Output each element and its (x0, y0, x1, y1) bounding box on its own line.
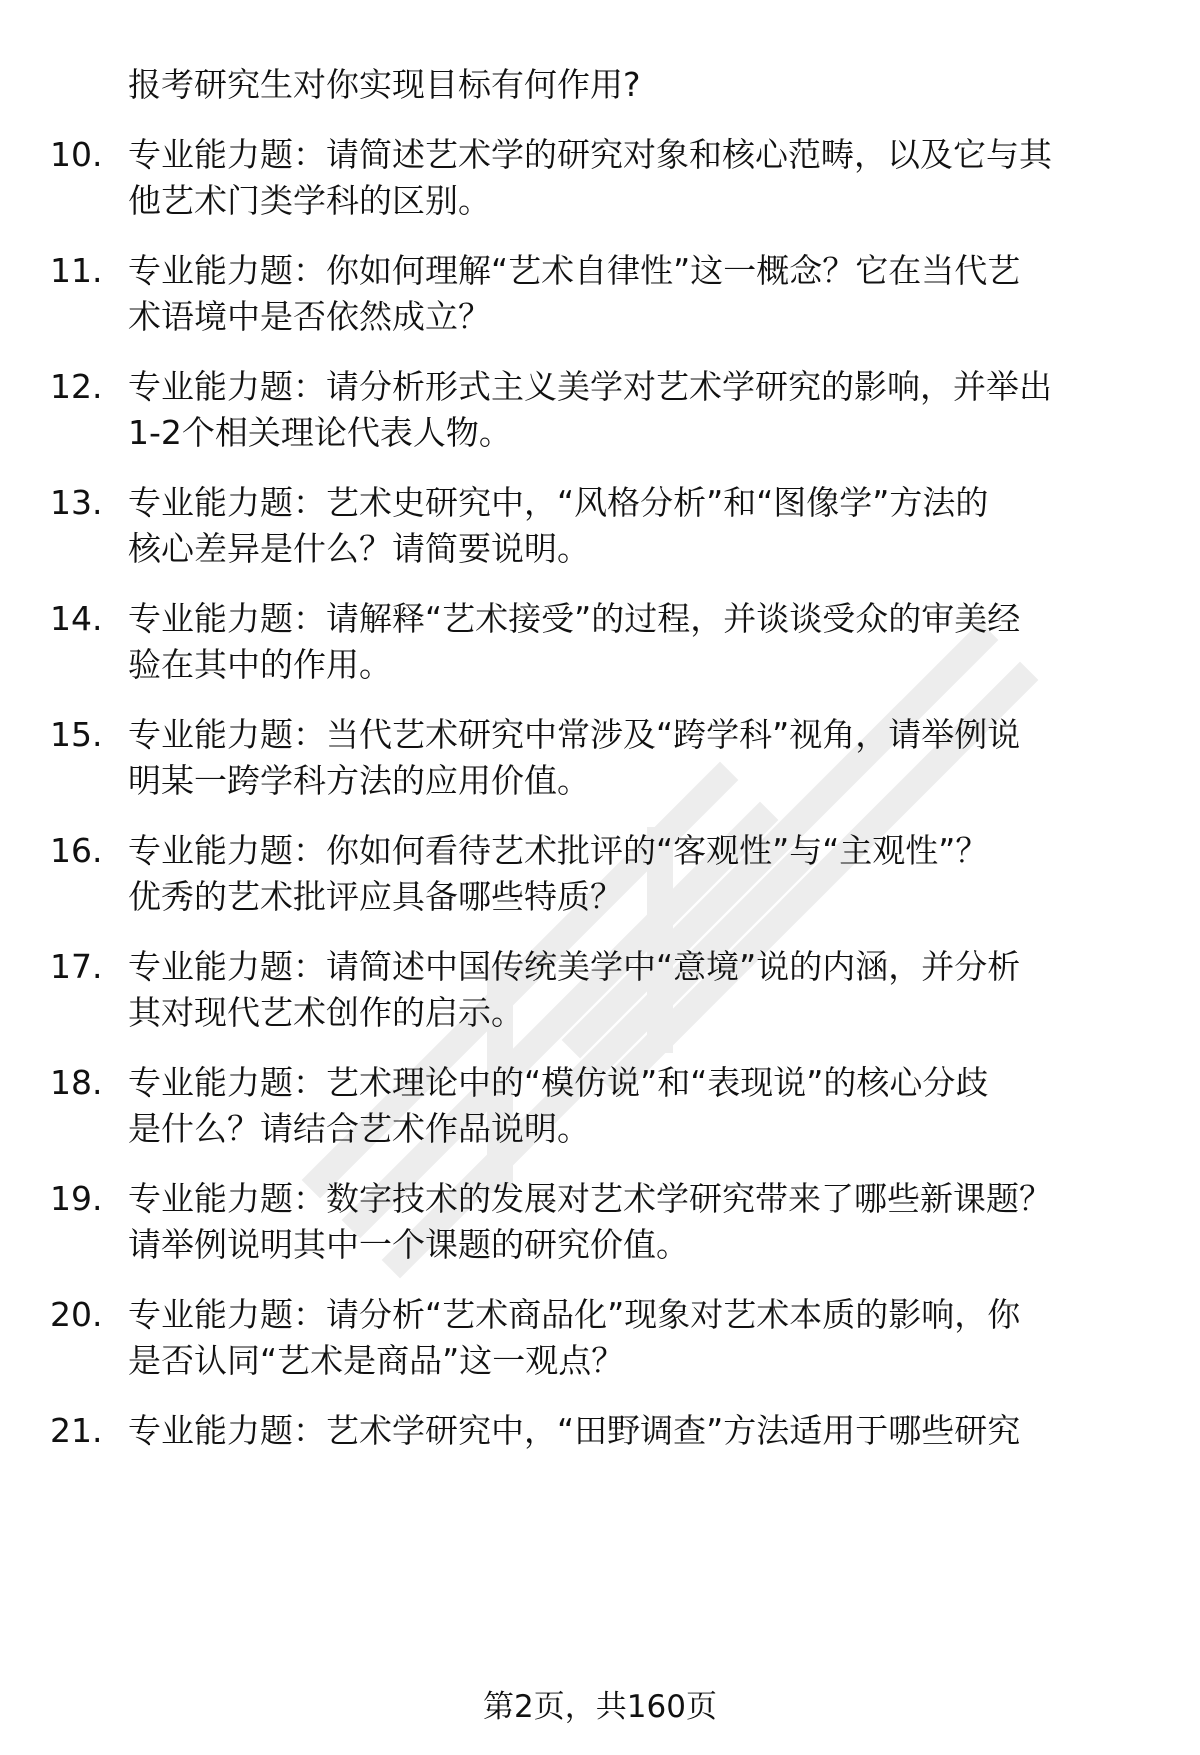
question-line-2: 明某一跨学科方法的应用价值。 (128, 761, 590, 800)
question-text (128, 944, 1138, 1036)
question-line-2: 是什么？请结合艺术作品说明。 (128, 1109, 590, 1148)
question-line-2: 是否认同“艺术是商品”这一观点？ (128, 1341, 625, 1380)
question-line-1: 专业能力题：数字技术的发展对艺术学研究带来了哪些新课题？ (128, 1179, 1052, 1218)
question-line-1: 专业能力题：艺术学研究中，“田野调查”方法适用于哪些研究 (128, 1411, 1021, 1450)
question-text (128, 1292, 1138, 1384)
question-line-1: 专业能力题：请分析“艺术商品化”现象对艺术本质的影响，你 (128, 1295, 1021, 1334)
question-line-2: 其对现代艺术创作的启示。 (128, 993, 524, 1032)
question-text (128, 248, 1138, 340)
question-number: 16. (50, 831, 103, 870)
question-number: 14. (50, 599, 103, 638)
question-line-2: 验在其中的作用。 (128, 645, 392, 684)
question-number: 20. (50, 1295, 103, 1334)
question-line-1: 专业能力题：你如何看待艺术批评的“客观性”与“主观性”？ (128, 831, 989, 870)
question-line-1: 专业能力题：当代艺术研究中常涉及“跨学科”视角，请举例说 (128, 715, 1021, 754)
question-item (50, 1060, 1150, 1160)
question-number: 19. (50, 1179, 103, 1218)
question-line-1: 专业能力题：请简述艺术学的研究对象和核心范畴，以及它与其 (128, 135, 1052, 174)
question-number: 17. (50, 947, 103, 986)
question-line-2: 请举例说明其中一个课题的研究价值。 (128, 1225, 689, 1264)
question-number: 13. (50, 483, 103, 522)
question-text (128, 1176, 1138, 1268)
question-line-1: 专业能力题：艺术史研究中，“风格分析”和“图像学”方法的 (128, 483, 989, 522)
question-item (50, 712, 1150, 812)
question-line-2: 核心差异是什么？请简要说明。 (128, 529, 590, 568)
question-text (128, 1408, 1138, 1454)
question-item (50, 1176, 1150, 1276)
question-text (128, 712, 1138, 804)
question-item (50, 1292, 1150, 1392)
question-item (50, 480, 1150, 580)
question-line-1: 专业能力题：请解释“艺术接受”的过程，并谈谈受众的审美经 (128, 599, 1021, 638)
question-line-1: 专业能力题：请简述中国传统美学中“意境”说的内涵，并分析 (128, 947, 1021, 986)
question-text (128, 132, 1138, 224)
question-item (50, 944, 1150, 1044)
question-line-2: 术语境中是否依然成立？ (128, 297, 491, 336)
question-line-2: 优秀的艺术批评应具备哪些特质？ (128, 877, 623, 916)
question-line-1: 专业能力题：请分析形式主义美学对艺术学研究的影响，并举出 (128, 367, 1052, 406)
page-footer: 第2页，共160页 (483, 1689, 717, 1725)
question-line-2: 1-2个相关理论代表人物。 (128, 413, 512, 452)
question-item (50, 248, 1150, 348)
question-text (128, 828, 1138, 920)
question-number: 11. (50, 251, 103, 290)
question-text (128, 364, 1138, 456)
question-text (128, 1060, 1138, 1152)
question-line-1: 专业能力题：你如何理解“艺术自律性”这一概念？它在当代艺 (128, 251, 1021, 290)
question-text (128, 480, 1138, 572)
question-line-2: 他艺术门类学科的区别。 (128, 181, 491, 220)
question-item (50, 1408, 1150, 1508)
question-item (50, 828, 1150, 928)
question-line-1: 专业能力题：艺术理论中的“模仿说”和“表现说”的核心分歧 (128, 1063, 989, 1102)
question-number: 21. (50, 1411, 103, 1450)
question-number: 15. (50, 715, 103, 754)
question-item (50, 132, 1150, 232)
question-item (50, 596, 1150, 696)
question-number: 12. (50, 367, 103, 406)
question-number: 18. (50, 1063, 103, 1102)
question-text (128, 596, 1138, 688)
question-item (50, 364, 1150, 464)
question-number: 10. (50, 135, 103, 174)
continuation-text: 报考研究生对你实现目标有何作用? (128, 65, 641, 104)
